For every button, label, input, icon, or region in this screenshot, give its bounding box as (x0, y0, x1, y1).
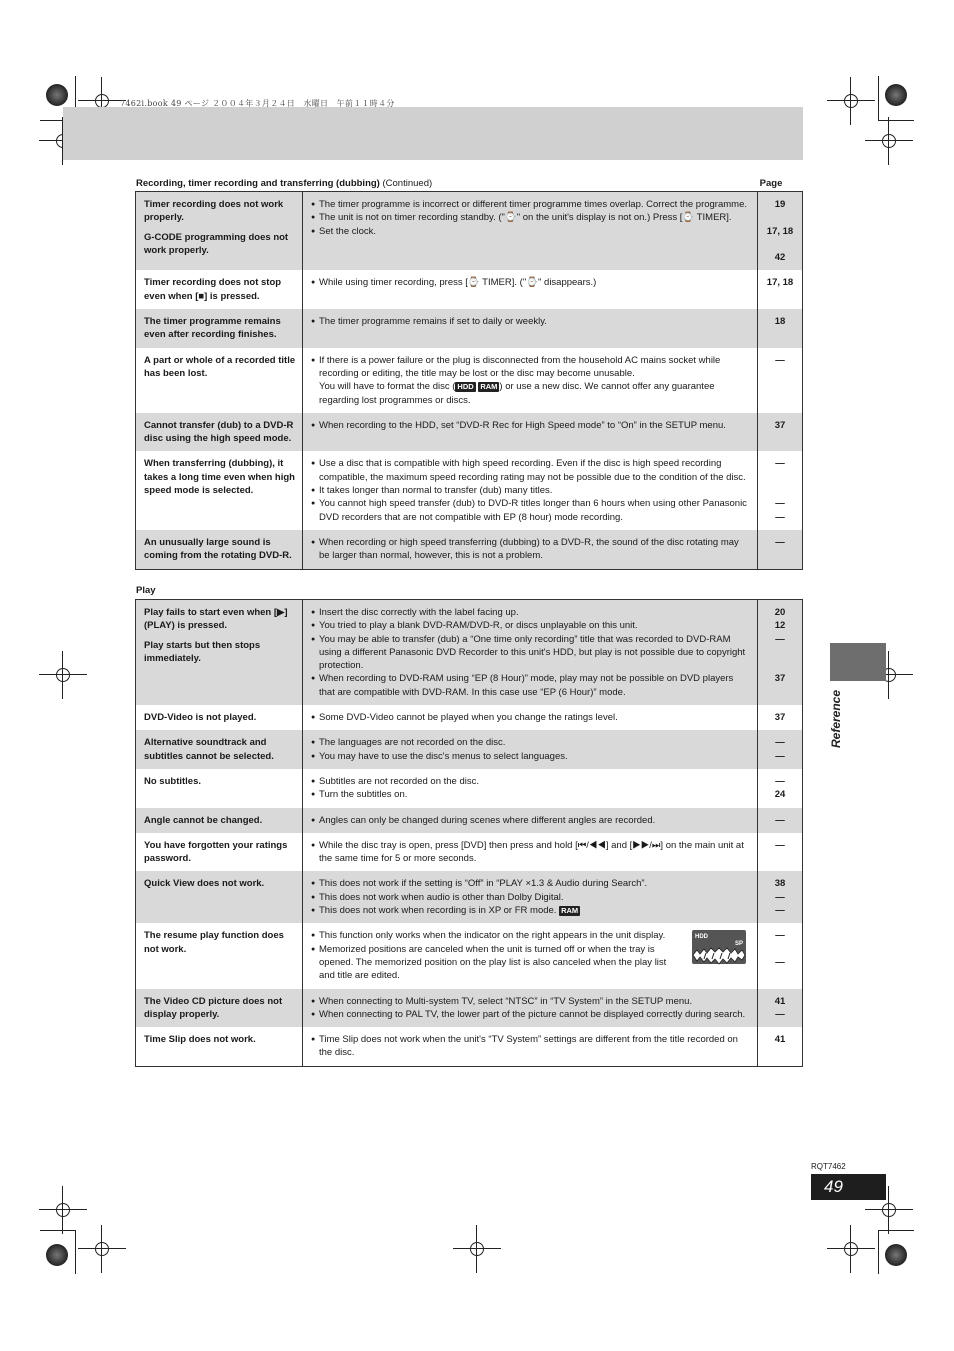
section-title-play: Play (136, 585, 156, 596)
page-reference: 17, 18 (766, 277, 794, 289)
page-reference-cell (758, 309, 803, 348)
page-reference: 19 (774, 199, 786, 210)
solution-text: You may have to use the disc's menus to select languages. (319, 750, 568, 762)
solution-text: Set the clock. (319, 225, 377, 237)
solution-item (311, 943, 747, 983)
trim-line (878, 120, 914, 121)
solution-item (311, 211, 747, 224)
display-hdd-label: HDD (695, 934, 708, 941)
page-reference: 37 (774, 673, 786, 685)
solution-item (311, 619, 747, 632)
solution-text: Some DVD-Video cannot be played when you change the ratings level. (319, 712, 618, 724)
solution-cell (303, 413, 758, 452)
problem-cell (136, 600, 303, 706)
table-row (136, 833, 803, 872)
solution-cell (303, 871, 758, 923)
solution-cell (303, 705, 758, 730)
solution-item (311, 315, 747, 328)
page-reference: — (775, 633, 785, 645)
solution-cell (303, 923, 758, 988)
table-row (136, 600, 803, 706)
solution-item (311, 457, 747, 484)
display-sp-label: SP (735, 941, 744, 948)
problem-text: Timer recording does not stop even when [■] is pressed. (144, 277, 282, 302)
page-reference: 42 (774, 252, 786, 264)
solution-list (311, 419, 747, 432)
registration-mark-top-right (841, 91, 861, 111)
solution-text: Memorized positions are canceled when the unit is turned off or when the tray is opened. The memorized position on the play list is also canceled when the play list and title are edited. (319, 943, 667, 982)
solution-item (311, 736, 747, 749)
solution-text: You cannot high speed transfer (dub) to DVD-R titles longer than 6 hours when using other Panasonic DVD recorders that are not compatible with EP (8 hour) mode recording. (319, 498, 747, 523)
table-row (136, 1027, 803, 1066)
side-tab (830, 643, 886, 681)
page-reference: 38 (774, 878, 786, 890)
solution-cell (303, 730, 758, 769)
table-row (136, 808, 803, 833)
solution-item (311, 750, 747, 763)
solution-cell (303, 270, 758, 309)
solution-text: Time Slip does not work when the unit's “TV System” settings are different from the title recorded on the disc. (319, 1034, 738, 1059)
problem-text: Time Slip does not work. (144, 1034, 256, 1046)
solution-cell (303, 192, 758, 271)
solution-list (311, 315, 747, 328)
page-reference: 24 (774, 789, 786, 801)
page-reference: — (775, 930, 785, 942)
page-reference (760, 659, 800, 672)
solution-item (311, 839, 747, 866)
table-row (136, 730, 803, 769)
problem-text: Cannot transfer (dub) to a DVD-R disc using the high speed mode. (144, 419, 294, 445)
page-reference-cell (758, 989, 803, 1028)
problem-cell (136, 923, 303, 988)
solution-item (311, 633, 747, 673)
solution-cell (303, 530, 758, 569)
problem-cell (136, 705, 303, 730)
solution-text: You tried to play a blank DVD-RAM/DVD-R, or discs unplayable on this unit. (319, 620, 638, 632)
trim-line (878, 1230, 914, 1231)
problem-text: When transferring (dubbing), it takes a long time even when high speed mode is selected. (144, 458, 295, 497)
problem-cell (136, 808, 303, 833)
page-reference-cell (758, 451, 803, 529)
solution-text: This does not work if the setting is “Off” in “PLAY ×1.3 & Audio during Search”. (319, 878, 648, 890)
page-reference (760, 211, 800, 224)
page-reference-cell (758, 769, 803, 808)
ram-badge: RAM (480, 382, 498, 392)
page-reference (760, 484, 800, 497)
solution-item (311, 419, 747, 432)
page-reference: 37 (774, 712, 786, 724)
solution-cell (303, 833, 758, 872)
solution-text: This does not work when recording is in XP or FR mode. (319, 905, 557, 917)
page-reference: — (775, 498, 785, 510)
page-reference-cell (758, 348, 803, 413)
problem-text: Timer recording does not work properly. (144, 199, 284, 224)
table-row (136, 705, 803, 730)
solution-item (311, 775, 747, 788)
solution-item (311, 198, 747, 211)
table-row (136, 348, 803, 413)
solution-list (311, 995, 747, 1022)
problem-text: Play starts but then stops immediately. (144, 639, 261, 664)
section-title-recording (136, 178, 432, 189)
table-row (136, 923, 803, 988)
table-row (136, 530, 803, 569)
solution-list (311, 711, 747, 724)
page-reference: — (775, 891, 785, 903)
solution-cell (303, 309, 758, 348)
registration-mark-top-right-2 (879, 131, 899, 151)
print-header: 7462i.book 49 ページ ２００４年３月２４日 水曜日 午前１１時４分 (120, 99, 395, 108)
play-troubleshooting-table (135, 599, 803, 1067)
solution-list (311, 354, 747, 407)
solution-list (311, 1033, 747, 1060)
registration-disc-top-left (46, 84, 68, 106)
page-reference-cell (758, 705, 803, 730)
problem-text: No subtitles. (144, 775, 202, 787)
registration-disc-bottom-left (46, 1244, 68, 1266)
registration-mark-mid-left (53, 665, 73, 685)
page-reference-cell (758, 413, 803, 452)
page-reference: — (775, 814, 785, 826)
problem-cell (136, 451, 303, 529)
solution-item (311, 606, 747, 619)
page-reference: — (775, 354, 785, 366)
solution-text: The languages are not recorded on the disc. (319, 737, 506, 749)
solution-list (311, 457, 747, 523)
problem-cell (136, 871, 303, 923)
solution-item (311, 711, 747, 724)
problem-cell (136, 730, 303, 769)
registration-mark-bottom-center (467, 1239, 487, 1259)
problem-cell (136, 413, 303, 452)
solution-cell (303, 451, 758, 529)
side-label-reference: Reference (829, 689, 843, 749)
problem-text: You have forgotten your ratings password. (144, 839, 288, 865)
solution-text: It takes longer than normal to transfer (dub) many titles. (319, 485, 553, 497)
solution-item (311, 814, 747, 827)
problem-text: DVD-Video is not played. (144, 712, 257, 724)
section-title-text: Recording, timer recording and transferring (dubbing) (136, 178, 380, 189)
trim-line (878, 76, 879, 120)
page-reference: 41 (774, 995, 786, 1007)
problem-cell (136, 530, 303, 569)
solution-text: Use a disc that is compatible with high speed recording. Even if the disc is high speed recording compatible, the maximum speed recording rating may not be possible due to the condition of the disc. (319, 458, 746, 483)
page-number: 49 (811, 1174, 886, 1200)
page-reference (760, 943, 800, 956)
table-row (136, 413, 803, 452)
problem-cell (136, 192, 303, 271)
problem-text: An unusually large sound is coming from the rotating DVD-R. (144, 536, 292, 562)
problem-text: Quick View does not work. (144, 878, 265, 890)
table-row (136, 309, 803, 348)
solution-item (311, 877, 747, 890)
solution-text: Insert the disc correctly with the label facing up. (319, 607, 519, 618)
solution-cell (303, 808, 758, 833)
solution-item (311, 484, 747, 497)
solution-item (311, 891, 747, 904)
solution-cell (303, 348, 758, 413)
solution-text: The timer programme remains if set to daily or weekly. (319, 316, 547, 328)
solution-item (311, 354, 747, 407)
solution-list (311, 814, 747, 827)
registration-mark-bottom-left (53, 1200, 73, 1220)
page-reference-cell (758, 530, 803, 569)
solution-list (311, 929, 747, 982)
ram-badge: RAM (561, 906, 579, 916)
problem-text: The Video CD picture does not display properly. (144, 995, 283, 1020)
solution-item (311, 788, 747, 801)
solution-text: ) or use a new disc. We cannot offer any guarantee regarding lost programmes or discs. (319, 381, 715, 406)
solution-text: You may be able to transfer (dub) a “One time only recording” title that was recorded to DVD-RAM using a different Panasonic DVD Recorder to this unit's HDD, but play is not possible due to copyright protection. (319, 633, 746, 672)
page-reference: — (775, 737, 785, 749)
solution-item (311, 497, 747, 524)
hdd-badge: HDD (457, 382, 474, 392)
solution-text: This function only works when the indicator on the right appears in the unit display. (319, 930, 666, 942)
problem-text: The resume play function does not work. (144, 930, 284, 955)
solution-text: Turn the subtitles on. (319, 789, 408, 801)
problem-text: Play fails to start even when [▶] (PLAY) is pressed. (144, 607, 288, 632)
solution-text: When recording to DVD-RAM using “EP (8 Hour)” mode, play may not be possible on DVD players that are compatible with DVD-RAM. In this case use “EP (6 Hour)” mode. (319, 673, 734, 698)
problem-cell (136, 769, 303, 808)
solution-item (311, 995, 747, 1008)
problem-cell (136, 270, 303, 309)
solution-text: Angles can only be changed during scenes where different angles are recorded. (319, 814, 656, 826)
solution-text: Subtitles are not recorded on the disc. (319, 775, 480, 787)
solution-text: If there is a power failure or the plug is disconnected from the household AC mains socket while recording or editing, the title may be lost or the disc may become unusable. (319, 354, 721, 379)
table-row (136, 769, 803, 808)
page-reference: — (775, 750, 785, 762)
problem-text: A part or whole of a recorded title has been lost. (144, 354, 296, 379)
table-row (136, 192, 803, 271)
solution-list (311, 775, 747, 802)
page-reference: 41 (774, 1034, 786, 1046)
problem-cell (136, 348, 303, 413)
page-reference (760, 238, 800, 251)
solution-text: When connecting to PAL TV, the lower part of the picture cannot be displayed correctly during search. (319, 1008, 746, 1020)
page-column-header: Page (759, 178, 783, 189)
solution-text: While using timer recording, press [⌚ TIMER]. ("⌚" disappears.) (319, 277, 597, 289)
header-band (63, 107, 803, 160)
page-reference-cell (758, 808, 803, 833)
trim-line (40, 1230, 76, 1231)
page-reference-cell (758, 270, 803, 309)
page-reference-cell (758, 600, 803, 706)
solution-item (311, 276, 747, 289)
document-code: RQT7462 (811, 1162, 846, 1171)
page-reference-cell (758, 1027, 803, 1066)
problem-cell (136, 309, 303, 348)
solution-item (311, 536, 747, 563)
page-reference-cell (758, 923, 803, 988)
table-row (136, 989, 803, 1028)
page-reference-cell (758, 730, 803, 769)
solution-list (311, 276, 747, 289)
solution-item (311, 929, 747, 942)
solution-list (311, 736, 747, 763)
solution-item (311, 1033, 747, 1060)
registration-mark-bottom-right (879, 1200, 899, 1220)
table-row (136, 270, 803, 309)
registration-mark-bottom-right-2 (841, 1239, 861, 1259)
solution-item (311, 904, 747, 917)
problem-cell (136, 989, 303, 1028)
solution-text: The timer programme is incorrect or different timer programme times overlap. Correct the programme. (319, 199, 747, 210)
problem-cell (136, 833, 303, 872)
problem-text: The timer programme remains even after recording finishes. (144, 316, 281, 341)
solution-text: When connecting to Multi-system TV, select “NTSC” in “TV System” in the SETUP menu. (319, 995, 693, 1007)
page-reference-cell (758, 871, 803, 923)
solution-list (311, 839, 747, 866)
registration-disc-top-right (885, 84, 907, 106)
page-reference: — (775, 905, 785, 917)
page-reference: 12 (774, 620, 786, 632)
page-reference: 37 (774, 419, 786, 431)
registration-mark-bottom-left-2 (92, 1239, 112, 1259)
solution-text: While the disc tray is open, press [DVD] then press and hold [⏮/◀◀] and [▶▶/⏭] on the main unit at the same time for 5 or more seconds. (319, 839, 744, 865)
page-reference: 18 (774, 316, 786, 328)
solution-list (311, 877, 747, 917)
solution-text: The unit is not on timer recording standby. ("⌚" on the unit's display is not on.) Press [⌚ TIMER]. (319, 212, 732, 224)
solution-list (311, 198, 747, 238)
solution-text: This does not work when audio is other than Dolby Digital. (319, 891, 564, 903)
solution-item (311, 1008, 747, 1021)
page-reference: — (775, 536, 785, 548)
problem-text: Angle cannot be changed. (144, 814, 263, 826)
trim-line (878, 1230, 879, 1274)
solution-text: When recording to the HDD, set “DVD-R Rec for High Speed mode” to “On” in the SETUP menu. (319, 419, 726, 431)
solution-cell (303, 600, 758, 706)
solution-text: When recording or high speed transferring (dubbing) to a DVD-R, the sound of the disc rotating may be larger than normal, however, this is not a problem. (319, 536, 739, 562)
solution-cell (303, 1027, 758, 1066)
solution-item (311, 225, 747, 238)
solution-cell (303, 989, 758, 1028)
solution-item (311, 672, 747, 699)
page-reference (760, 471, 800, 484)
page-reference: — (775, 1008, 785, 1020)
problem-text: Alternative soundtrack and subtitles cannot be selected. (144, 737, 274, 762)
solution-list (311, 536, 747, 563)
table-row (136, 871, 803, 923)
page-reference: 17, 18 (766, 225, 794, 237)
page-reference: — (775, 775, 785, 787)
recording-troubleshooting-table (135, 191, 803, 570)
solution-text: You will have to format the disc ( (319, 381, 456, 393)
problem-text: G-CODE programming does not work properly. (144, 231, 289, 256)
table-row (136, 451, 803, 529)
page-reference (760, 646, 800, 659)
page-reference: — (775, 458, 785, 470)
page-reference: — (775, 956, 785, 968)
page-reference: — (775, 839, 785, 851)
page-reference-cell (758, 192, 803, 271)
problem-cell (136, 1027, 303, 1066)
solution-cell (303, 769, 758, 808)
page-reference: — (775, 511, 785, 523)
trim-line (75, 1230, 76, 1274)
continued-label: (Continued) (382, 178, 433, 189)
registration-disc-bottom-right (885, 1244, 907, 1266)
page-reference-cell (758, 833, 803, 872)
page-reference: 20 (774, 607, 786, 618)
solution-list (311, 606, 747, 699)
